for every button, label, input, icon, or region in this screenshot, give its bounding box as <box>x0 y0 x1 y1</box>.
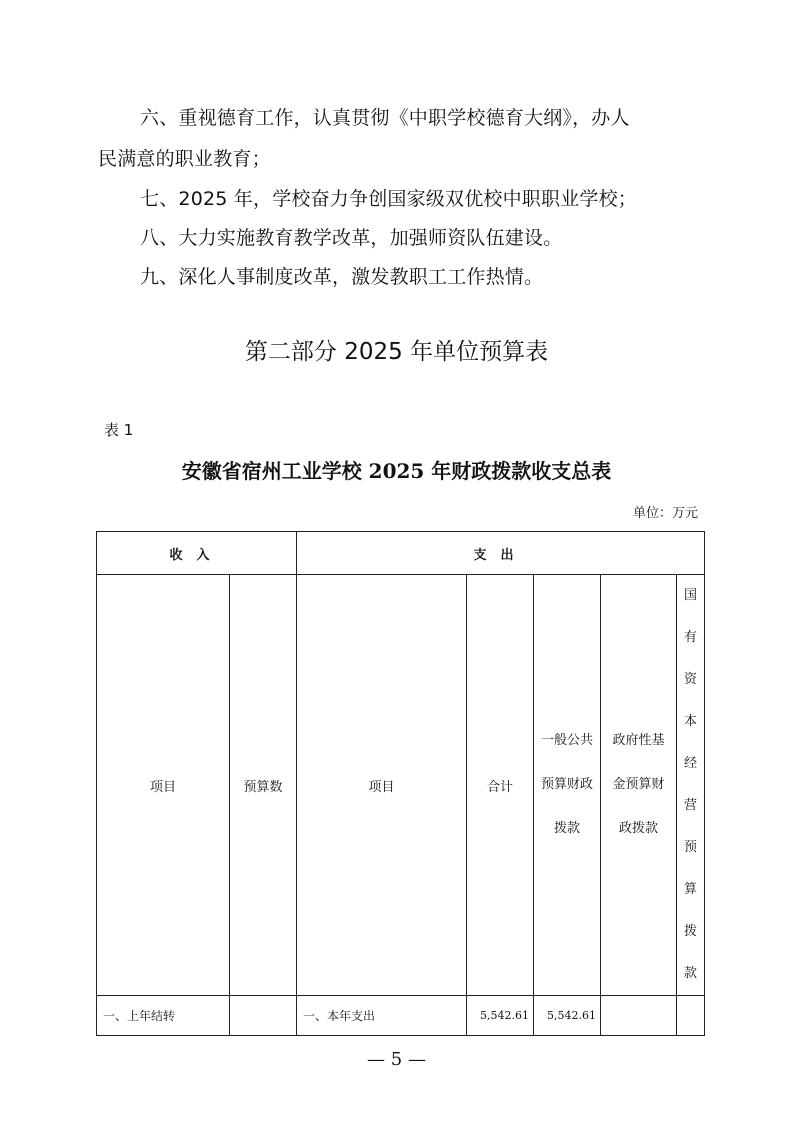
state-capital-char: 国 <box>684 588 698 603</box>
col-general-line: 一般公共 <box>541 733 594 748</box>
table-row <box>97 996 705 1036</box>
expense-item-cell: 一、本年支出 <box>297 996 467 1036</box>
state-capital-cell <box>677 996 705 1036</box>
col-fund-line: 政府性基 <box>612 733 665 748</box>
col-general-line: 预算财政 <box>541 777 594 792</box>
paragraph-line-2: 民满意的职业教育； <box>98 148 271 170</box>
col-fund-line: 金预算财 <box>612 777 665 792</box>
col-state-capital <box>677 575 705 996</box>
col-state-capital-vertical <box>677 575 704 995</box>
col-fund-line: 政拨款 <box>619 821 659 836</box>
col-government-fund <box>601 575 677 996</box>
col-general-line: 拨款 <box>554 821 581 836</box>
table-subheader-row <box>97 575 705 996</box>
page-number: — 5 — <box>367 1049 426 1070</box>
col-income-item: 项目 <box>97 575 230 996</box>
col-total: 合计 <box>467 575 534 996</box>
general-budget-cell: 5,542.61 <box>534 996 601 1036</box>
unit-label: 单位：万元 <box>632 506 698 521</box>
government-fund-cell <box>601 996 677 1036</box>
state-capital-char: 资 <box>684 672 698 687</box>
part-title: 第二部分 2025 年单位预算表 <box>244 339 549 365</box>
budget-summary-table <box>96 531 705 1036</box>
state-capital-char: 拨 <box>684 924 698 939</box>
state-capital-char: 本 <box>684 714 698 729</box>
table-number: 表 1 <box>104 421 134 439</box>
state-capital-char: 有 <box>684 630 698 645</box>
state-capital-char: 预 <box>684 840 698 855</box>
paragraph-line-1: 六、重视德育工作，认真贯彻《中职学校德育大纲》，办人 <box>140 107 630 129</box>
state-capital-char: 算 <box>684 882 698 897</box>
income-budget-cell <box>230 996 297 1036</box>
col-general-budget <box>534 575 601 996</box>
income-header: 收入 <box>97 532 297 575</box>
col-expense-item: 项目 <box>297 575 467 996</box>
state-capital-char: 款 <box>684 966 698 981</box>
paragraph-line-4: 八、大力实施教育教学改革，加强师资队伍建设。 <box>140 227 563 249</box>
paragraph-line-5: 九、深化人事制度改革，激发教职工工作热情。 <box>140 266 544 288</box>
income-item-cell: 一、上年结转 <box>97 996 230 1036</box>
paragraph-line-3: 七、2025 年，学校奋力争创国家级双优校中职职业学校； <box>140 188 637 210</box>
state-capital-char: 营 <box>684 798 698 813</box>
table-title: 安徽省宿州工业学校 2025 年财政拨款收支总表 <box>181 459 612 483</box>
state-capital-char: 经 <box>684 756 698 771</box>
expense-header: 支出 <box>297 532 705 575</box>
table-header-row <box>97 532 705 575</box>
col-income-budget: 预算数 <box>230 575 297 996</box>
total-cell: 5,542.61 <box>467 996 534 1036</box>
